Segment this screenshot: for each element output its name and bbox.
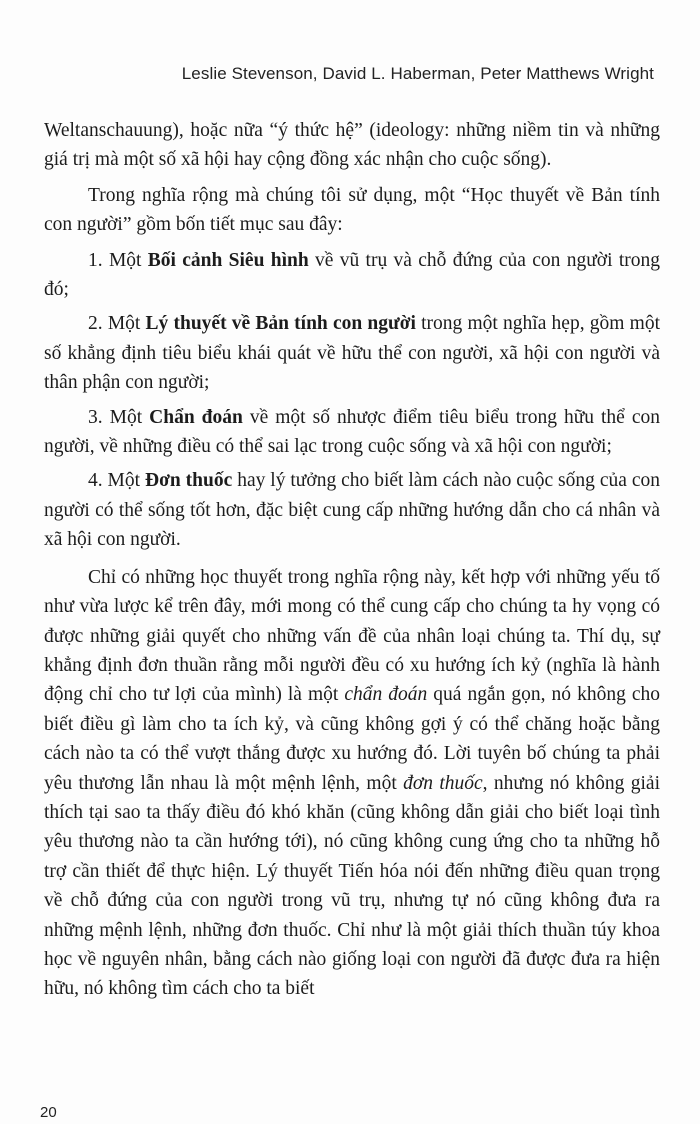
paragraph-continuation: Weltanschauung), hoặc nữa “ý thức hệ” (ideology: những niềm tin và những giá trị mà một số xã hội hay cộng đồng xác nhận cho cuộc sống). <box>44 120 660 171</box>
list-item-4 <box>44 466 660 554</box>
body-text <box>44 116 660 1004</box>
list-item-2-term: Lý thuyết về Bản tính con người <box>145 313 416 335</box>
list-item-3-rest: về một số nhược điểm tiêu biểu trong hữu thể con người, về những điều có thể sai lạc trong cuộc sống và xã hội con người; <box>44 406 660 458</box>
list-item-4-term: Đơn thuốc <box>145 470 233 492</box>
list-item-2-prefix: 2. Một <box>88 313 146 335</box>
list-item-4-prefix: 4. Một <box>88 470 146 492</box>
list-item-2 <box>44 309 660 397</box>
list-item-3-prefix: 3. Một <box>88 406 150 428</box>
paragraph-discussion-part3: , nhưng nó không giải thích tại sao ta thấy điều đó khó khăn (cũng không dẫn giải cho biết loại tình yêu thương nào ta cần hướng tới), nó cũng không cung ứng cho ta những hỗ trợ cần thiết để thực hiện. Lý thuyết Tiến hóa nói đến những điều quan trọng về chỗ đứng của con người trong vũ trụ, nhưng tự nó cũng không đưa ra những mệnh lệnh, những đơn thuốc. Chỉ như là một giải thích thuần túy khoa học về nguyên nhân, bằng cách nào giống loại con người đã được đưa ra hiện hữu, nó không tìm cách cho ta biết <box>44 772 660 1000</box>
list-item-1-prefix: 1. Một <box>88 249 148 271</box>
paragraph-discussion-part1: Chỉ có những học thuyết trong nghĩa rộng này, kết hợp với những yếu tố như vừa lược kể trên đây, mới mong có thể cung cấp cho chúng ta hy vọng có được những giải quyết cho những vấn đề của nhân loại chúng ta. Thí dụ, sự khẳng định đơn thuần rằng mỗi người đều có xu hướng ích kỷ (nghĩa là hành động chỉ cho tư lợi của mình) là một <box>44 566 660 706</box>
italic-term-chan-doan: chẩn đoán <box>344 684 428 706</box>
running-header-authors: Leslie Stevenson, David L. Haberman, Peter Matthews Wright <box>181 64 654 83</box>
paragraph-definition-intro: Trong nghĩa rộng mà chúng tôi sử dụng, một “Học thuyết về Bản tính con người” gồm bốn tiết mục sau đây: <box>44 184 660 236</box>
list-item-4-rest: hay lý tưởng cho biết làm cách nào cuộc sống của con người có thể sống tốt hơn, đặc biệt cung cấp những hướng dẫn cho cá nhân và xã hội con người. <box>44 470 660 551</box>
italic-term-don-thuoc: đơn thuốc <box>403 772 483 794</box>
list-item-3-term: Chẩn đoán <box>149 406 243 428</box>
page-number: 20 <box>40 1104 57 1121</box>
list-item-1-rest: về vũ trụ và chỗ đứng của con người trong đó; <box>44 249 660 301</box>
list-item-1 <box>44 246 660 305</box>
paragraph-discussion-part2: quá ngắn gọn, nó không cho biết điều gì làm cho ta ích kỷ, và cũng không gợi ý có thể chăng hoặc bằng cách nào ta có thể vượt thắng được xu hướng đó. Lời tuyên bố chúng ta phải yêu thương lẫn nhau là một mệnh lệnh, một <box>44 684 660 794</box>
paragraph-discussion <box>44 563 660 1004</box>
list-item-1-term: Bối cảnh Siêu hình <box>147 249 309 271</box>
list-item-2-rest: trong một nghĩa hẹp, gồm một số khẳng định tiêu biểu khái quát về hữu thể con người, xã hội con người và thân phận con người; <box>44 313 660 394</box>
list-item-3 <box>44 403 660 462</box>
